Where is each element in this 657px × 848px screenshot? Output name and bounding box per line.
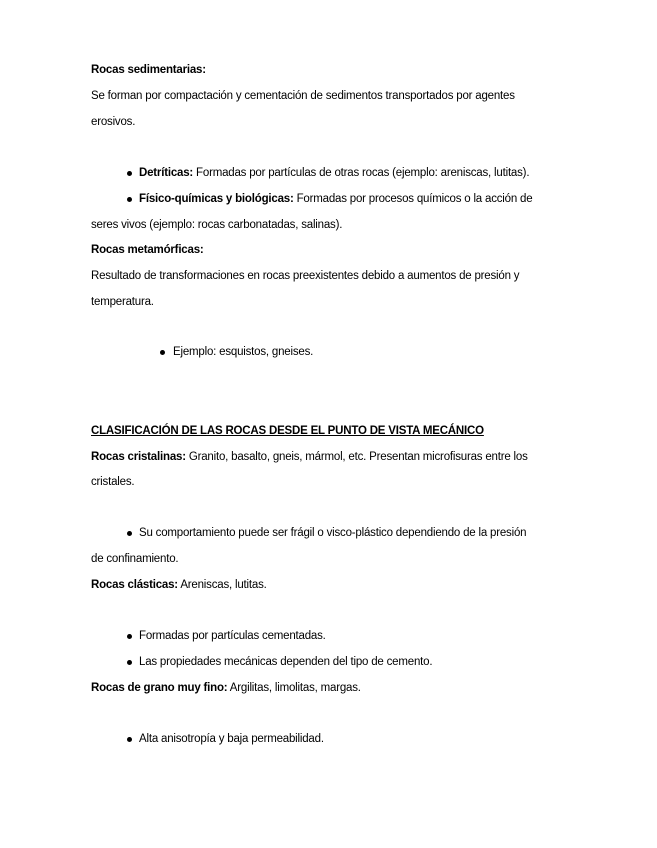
cristalinas-line: [91, 450, 528, 464]
heading-sedimentarias: Rocas sedimentarias:: [91, 64, 206, 76]
bullet-dot: [127, 197, 132, 202]
bullet-dot: [127, 171, 132, 176]
bullet-detriticas: [139, 166, 529, 180]
cristalinas-label: Rocas cristalinas:: [91, 451, 186, 463]
detriticas-text: Formadas por partículas de otras rocas (ejemplo: areniscas, lutitas).: [196, 167, 530, 179]
fisico-label: Físico-químicas y biológicas:: [139, 193, 294, 205]
fisico-continuation: seres vivos (ejemplo: rocas carbonatadas, salinas).: [91, 219, 343, 231]
bullet-dot: [127, 531, 132, 536]
grano-fino-label: Rocas de grano muy fino:: [91, 682, 228, 694]
cristalinas-bullet: Su comportamiento puede ser frágil o visco-plástico dependiendo de la presión: [139, 527, 527, 539]
sedimentarias-desc-line1: Se forman por compactación y cementación de sedimentos transportados por agentes: [91, 90, 515, 102]
metamorficas-desc-line1: Resultado de transformaciones en rocas preexistentes debido a aumentos de presión y: [91, 270, 520, 282]
bullet-dot: [160, 350, 165, 355]
bullet-dot: [127, 660, 132, 665]
bullet-fisico-quimicas: [139, 192, 532, 206]
sedimentarias-desc-line2: erosivos.: [91, 116, 136, 128]
grano-fino-line: [91, 681, 361, 695]
cristalinas-text: Granito, basalto, gneis, mármol, etc. Presentan microfisuras entre los: [188, 451, 528, 463]
grano-fino-bullet: Alta anisotropía y baja permeabilidad.: [139, 733, 324, 745]
clasticas-line: [91, 578, 267, 592]
bullet-dot: [127, 634, 132, 639]
heading-metamorficas: Rocas metamórficas:: [91, 244, 204, 256]
cristalinas-bullet-continuation: de confinamiento.: [91, 553, 179, 565]
bullet-dot: [127, 737, 132, 742]
fisico-text: Formadas por procesos químicos o la acción de: [296, 193, 533, 205]
metamorficas-desc-line2: temperatura.: [91, 296, 154, 308]
detriticas-label: Detríticas:: [139, 167, 194, 179]
clasticas-bullet-1: Formadas por partículas cementadas.: [139, 630, 326, 642]
clasticas-bullet-2: Las propiedades mecánicas dependen del tipo de cemento.: [139, 656, 433, 668]
clasticas-label: Rocas clásticas:: [91, 579, 178, 591]
grano-fino-text: Argilitas, limolitas, margas.: [229, 682, 361, 694]
clasticas-text: Areniscas, lutitas.: [180, 579, 267, 591]
metamorficas-example: Ejemplo: esquistos, gneises.: [173, 346, 314, 358]
cristalinas-continuation: cristales.: [91, 476, 135, 488]
section-title-clasificacion: CLASIFICACIÓN DE LAS ROCAS DESDE EL PUNTO DE VISTA MECÁNICO: [91, 425, 484, 437]
